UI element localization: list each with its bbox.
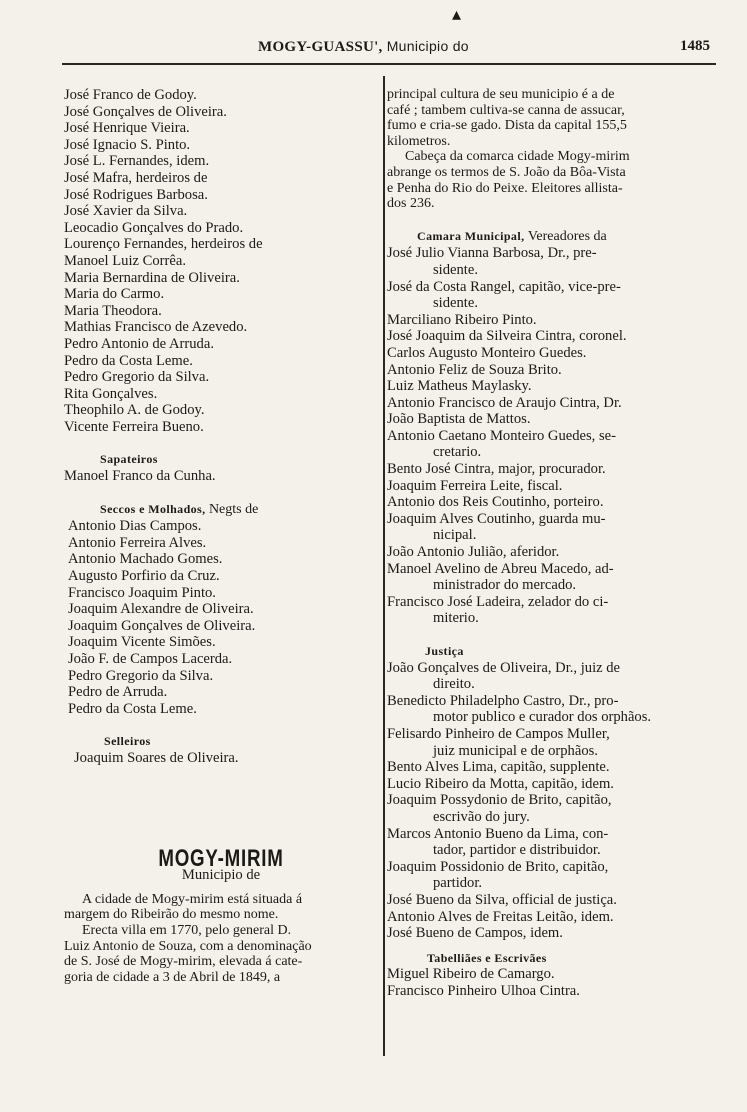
list-item: José Ignacio S. Pinto. <box>64 136 191 153</box>
list-item: Pedro da Costa Leme. <box>64 352 193 369</box>
list-item: José Julio Vianna Barbosa, Dr., pre- <box>387 245 597 262</box>
running-title-rest: Municipio do <box>386 38 469 54</box>
list-item: Benedicto Philadelpho Castro, Dr., pro- <box>387 692 619 709</box>
list-item: Joaquim Possydonio de Brito, capitão, <box>387 792 612 809</box>
paragraph-line: principal cultura de seu municipio é a de <box>387 87 615 102</box>
list-item: Marciliano Ribeiro Pinto. <box>387 311 537 328</box>
list-item: Felisardo Pinheiro de Campos Muller, <box>387 725 610 742</box>
list-item: Luiz Matheus Maylasky. <box>387 378 532 395</box>
list-item-continuation: cretario. <box>433 444 482 461</box>
list-item: Joaquim Alves Coutinho, guarda mu- <box>387 510 606 527</box>
list-item: Maria do Carmo. <box>64 286 165 303</box>
paragraph-line: margem do Ribeirão do mesmo nome. <box>64 907 279 923</box>
list-item-continuation: tador, partidor e distribuidor. <box>433 842 601 859</box>
list-item: Antonio dos Reis Coutinho, porteiro. <box>387 494 604 511</box>
list-item: Lourenço Fernandes, herdeiros de <box>64 236 263 253</box>
seccos-list <box>64 518 378 717</box>
list-item: Lucio Ribeiro da Motta, capitão, idem. <box>387 775 614 792</box>
section-heading-camara <box>387 228 709 246</box>
list-item: José Bueno da Silva, official de justiça. <box>387 891 617 908</box>
list-item: Vicente Ferreira Bueno. <box>64 418 204 435</box>
list-item: Pedro Gregorio da Silva. <box>68 667 214 684</box>
list-item: José L. Fernandes, idem. <box>64 153 210 170</box>
list-item: Marcos Antonio Bueno da Lima, con- <box>387 825 609 842</box>
list-item: Mathias Francisco de Azevedo. <box>64 319 248 336</box>
list-item: José da Costa Rangel, capitão, vice-pre- <box>387 278 621 295</box>
list-item: Joaquim Soares de Oliveira. <box>74 749 239 766</box>
right-column <box>387 87 709 999</box>
camara-heading-suffix: Vereadores da <box>527 228 607 244</box>
list-item: Joaquim Ferreira Leite, fiscal. <box>387 477 563 494</box>
list-item: Carlos Augusto Monteiro Guedes. <box>387 344 587 361</box>
list-item: José Gonçalves de Oliveira. <box>64 103 227 120</box>
selleiros-list <box>64 750 378 767</box>
list-item: Antonio Dias Campos. <box>68 518 202 535</box>
section-heading-seccos <box>64 501 378 519</box>
seccos-heading-text: Seccos e Molhados, <box>100 501 206 516</box>
camara-list <box>387 245 709 627</box>
list-item: Francisco Joaquim Pinto. <box>68 584 216 601</box>
list-item: Pedro da Costa Leme. <box>68 700 197 717</box>
list-item: Pedro Gregorio da Silva. <box>64 369 210 386</box>
section-heading-sapateiros: Sapateiros <box>100 452 158 467</box>
list-item: Joaquim Alexandre de Oliveira. <box>68 601 254 618</box>
list-item-continuation: juiz municipal e de orphãos. <box>433 742 598 759</box>
list-item: Francisco José Ladeira, zelador do ci- <box>387 593 609 610</box>
justica-list <box>387 660 709 942</box>
list-item: Rita Gonçalves. <box>64 385 158 402</box>
tabelliaes-list <box>387 966 709 999</box>
list-item: Maria Theodora. <box>64 302 162 319</box>
seccos-heading-suffix: Negts de <box>208 501 259 517</box>
list-item-continuation: sidente. <box>433 261 478 278</box>
page-number: 1485 <box>680 38 710 54</box>
paragraph-line: fumo e cria-se gado. Dista da capital 155,5 <box>387 118 627 134</box>
header-rule <box>62 63 716 65</box>
list-item: Manoel Avelino de Abreu Macedo, ad- <box>387 560 614 577</box>
list-item: Joaquim Possidonio de Brito, capitão, <box>387 858 609 875</box>
list-item: José Bueno de Campos, idem. <box>387 925 563 942</box>
list-item: Antonio Francisco de Araujo Cintra, Dr. <box>387 394 622 411</box>
municipality-description <box>64 892 378 986</box>
list-item: Pedro de Arruda. <box>68 684 168 701</box>
list-item: Miguel Ribeiro de Camargo. <box>387 966 555 983</box>
running-title <box>258 38 469 56</box>
list-item: Antonio Caetano Monteiro Guedes, se- <box>387 427 616 444</box>
list-item: José Rodrigues Barbosa. <box>64 186 208 203</box>
list-item: Antonio Machado Gomes. <box>68 551 223 568</box>
running-title-place: MOGY-GUASSU', <box>258 39 383 55</box>
list-item: José Henrique Vieira. <box>64 120 190 137</box>
list-item-continuation: sidente. <box>433 295 478 312</box>
camara-heading-text: Camara Municipal, <box>417 228 525 243</box>
municipality-title: MOGY-MIRIM <box>158 844 284 872</box>
list-item-continuation: nicipal. <box>433 527 477 544</box>
list-item: João Antonio Julião, aferidor. <box>387 544 560 561</box>
list-item: José Xavier da Silva. <box>64 203 188 220</box>
list-item: João Baptista de Mattos. <box>387 411 531 428</box>
name-list-continued <box>64 87 378 435</box>
column-divider <box>383 76 385 1056</box>
list-item: Manoel Franco da Cunha. <box>64 468 216 485</box>
list-item: José Franco de Godoy. <box>64 87 197 103</box>
list-item: Manoel Luiz Corrêa. <box>64 252 186 269</box>
list-item: Bento Alves Lima, capitão, supplente. <box>387 759 610 776</box>
paragraph-line: goria de cidade a 3 de Abril de 1849, a <box>64 969 281 985</box>
print-speck: ▴ <box>452 4 462 24</box>
municipality-description-continued <box>387 87 709 212</box>
list-item: Maria Bernardina de Oliveira. <box>64 269 240 286</box>
paragraph-line: abrange os termos de S. João da Bôa-Vista <box>387 164 626 180</box>
list-item: Joaquim Vicente Simões. <box>68 634 216 651</box>
paragraph-line: Luiz Antonio de Souza, com a denominação <box>64 938 312 954</box>
section-heading-tabelliaes: Tabelliães e Escrivães <box>427 950 547 965</box>
left-column <box>64 87 378 985</box>
list-item: Antonio Alves de Freitas Leitão, idem. <box>387 908 614 925</box>
list-item: Pedro Antonio de Arruda. <box>64 335 214 352</box>
list-item-continuation: miterio. <box>433 610 479 627</box>
list-item-continuation: partidor. <box>433 875 483 892</box>
list-item-continuation: direito. <box>433 676 475 693</box>
list-item: João Gonçalves de Oliveira, Dr., juiz de <box>387 659 621 676</box>
list-item: Bento José Cintra, major, procurador. <box>387 461 606 478</box>
paragraph-line: Cabeça da comarca cidade Mogy-mirim <box>405 149 630 165</box>
list-item-continuation: ministrador do mercado. <box>433 577 577 594</box>
list-item: Augusto Porfirio da Cruz. <box>68 568 220 585</box>
list-item-continuation: escrivão do jury. <box>433 808 530 825</box>
section-heading-justica: Justiça <box>425 644 464 658</box>
list-item: José Mafra, herdeiros de <box>64 169 208 186</box>
paragraph-line: e Penha do Rio do Peixe. Eleitores allista- <box>387 180 623 196</box>
section-heading-selleiros: Selleiros <box>104 734 151 749</box>
list-item-continuation: motor publico e curador dos orphãos. <box>433 709 652 726</box>
paragraph-line: kilometros. <box>387 133 451 149</box>
paragraph-line: de S. José de Mogy-mirim, elevada á cate- <box>64 954 303 970</box>
list-item: Francisco Pinheiro Ulhoa Cintra. <box>387 982 580 999</box>
running-header <box>60 38 720 62</box>
list-item: Joaquim Gonçalves de Oliveira. <box>68 617 256 634</box>
paragraph-line: A cidade de Mogy-mirim está situada á <box>82 891 303 907</box>
paragraph-line: dos 236. <box>387 196 435 212</box>
sapateiros-list <box>64 468 378 485</box>
paragraph-line: café ; tambem cultiva-se canna de assucar, <box>387 102 625 118</box>
municipality-subtitle: Municipio de <box>181 867 261 884</box>
list-item: Antonio Feliz de Souza Brito. <box>387 361 562 378</box>
list-item: José Joaquim da Silveira Cintra, coronel. <box>387 328 627 345</box>
list-item: Antonio Ferreira Alves. <box>68 534 207 551</box>
list-item: Theophilo A. de Godoy. <box>64 402 205 419</box>
list-item: Leocadio Gonçalves do Prado. <box>64 219 244 236</box>
paragraph-line: Erecta villa em 1770, pelo general D. <box>82 922 292 938</box>
list-item: João F. de Campos Lacerda. <box>68 651 233 667</box>
